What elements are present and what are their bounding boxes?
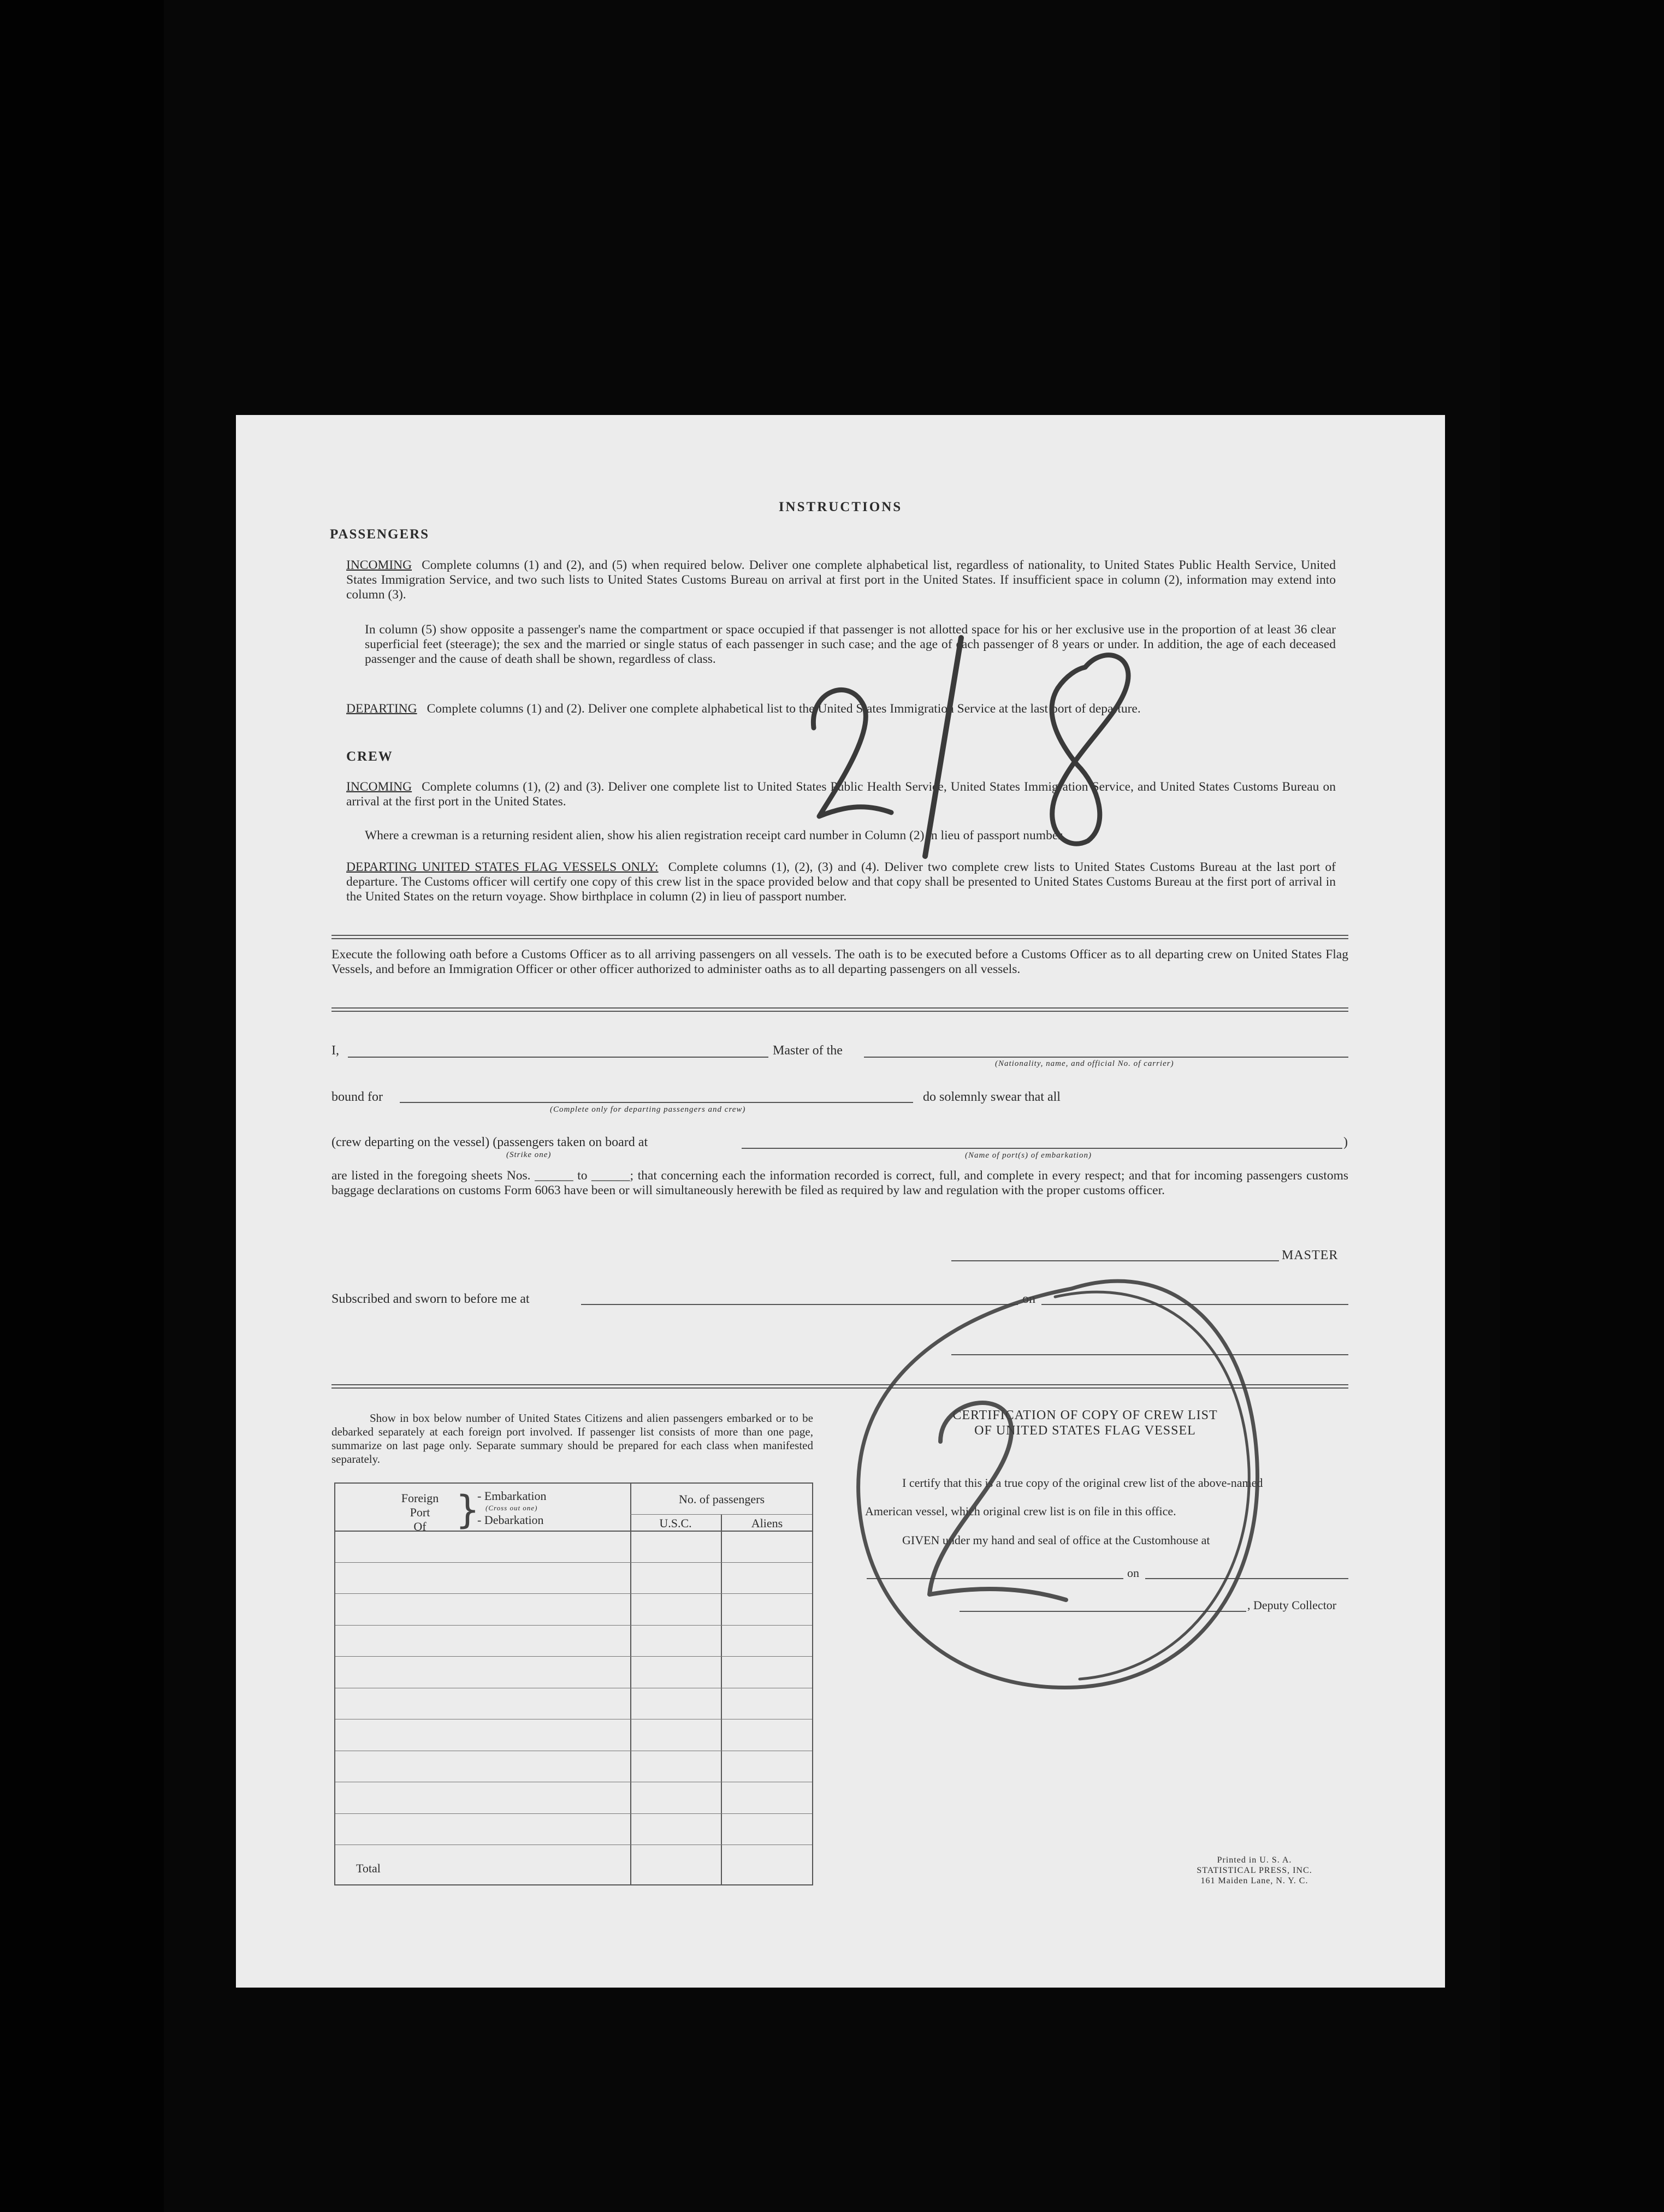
subscribed-place-field[interactable] bbox=[581, 1304, 1018, 1305]
bound-note: (Complete only for departing passengers and crew) bbox=[550, 1105, 746, 1114]
aliens-header: Aliens bbox=[751, 1516, 783, 1530]
deputy-collector-label: , Deputy Collector bbox=[1247, 1598, 1337, 1612]
bound-for-label: bound for bbox=[331, 1090, 383, 1104]
sheets-statement: are listed in the foregoing sheets Nos. ______ to ______; that concerning each the information recorded is correct, full, and complete in every respect; and that for incoming passengers customs baggage declarations on customs Form 6063 have been or will simultaneously herewith be filed as required by law and regulation with the proper customs officer. bbox=[331, 1169, 1348, 1197]
crew-incoming-label: INCOMING bbox=[346, 780, 412, 794]
subscribed-on-label: on bbox=[1022, 1292, 1035, 1306]
handwritten-digit-8-icon bbox=[1052, 655, 1128, 844]
master-signature-field[interactable] bbox=[951, 1260, 1279, 1261]
crew-incoming-text: Complete columns (1), (2) and (3). Deliver one complete list to United States Public Health Service, United States Immigration Service, and United States Customs Bureau on arrival at the first port in the United States. bbox=[346, 780, 1336, 809]
divider bbox=[331, 1007, 1348, 1012]
divider bbox=[331, 935, 1348, 939]
certification-title: CERTIFICATION OF COPY OF CREW LIST OF UNITED STATES FLAG VESSEL bbox=[952, 1408, 1218, 1438]
bound-for-field[interactable] bbox=[400, 1102, 913, 1103]
cross-out-note: (Cross out one) bbox=[485, 1504, 538, 1512]
debarkation-label: - Debarkation bbox=[477, 1513, 544, 1527]
passengers-departing-paragraph bbox=[346, 702, 1336, 716]
strike-one-note: (Strike one) bbox=[506, 1151, 552, 1159]
form-page bbox=[236, 415, 1445, 1988]
scan-border-left bbox=[0, 0, 164, 2212]
passengers-incoming-label: INCOMING bbox=[346, 558, 412, 572]
passengers-heading: PASSENGERS bbox=[330, 527, 430, 542]
foreign-port-label: Foreign Port Of bbox=[401, 1491, 439, 1533]
oath-instructions: Execute the following oath before a Customs Officer as to all arriving passengers on all vessels. The oath is to be executed before a Customs Officer as to all departing crew on United States Flag Vessels, and before an Immigration Officer or other officer authorized to administer oaths as to all departing passengers on all vessels. bbox=[331, 947, 1348, 976]
crew-heading: CREW bbox=[346, 749, 393, 764]
table-column-divider bbox=[630, 1484, 631, 1884]
crew-incoming-paragraph bbox=[346, 780, 1336, 809]
certification-on-label: on bbox=[1127, 1566, 1139, 1580]
table-row-divider bbox=[630, 1514, 812, 1515]
passengers-column5-paragraph: In column (5) show opposite a passenger's name the compartment or space occupied if that passenger is not allotted space for his or her exclusive use in the proportion of at least 36 clear superficial feet (steerage); the sex and the married or single status of each passenger in such case; and the age of each passenger of 8 years or under. In addition, the age of each deceased passenger and the cause of death shall be shown, regardless of class. bbox=[365, 622, 1336, 666]
subscribed-label: Subscribed and sworn to before me at bbox=[331, 1292, 530, 1306]
customhouse-field[interactable] bbox=[867, 1578, 1123, 1579]
close-paren: ) bbox=[1343, 1135, 1348, 1149]
summary-intro: Show in box below number of United States Citizens and alien passengers embarked or to be debarked separately at each foreign port involved. If passenger list consists of more than one page, summarize on last page only. Separate summary should be prepared for each class when manifested separately. bbox=[331, 1412, 813, 1466]
divider bbox=[331, 1384, 1348, 1389]
oath-i-label: I, bbox=[331, 1043, 339, 1058]
usc-header: U.S.C. bbox=[659, 1516, 692, 1530]
embarkation-label: - Embarkation bbox=[477, 1489, 547, 1503]
certification-given-text: GIVEN under my hand and seal of office at the Customhouse at bbox=[902, 1533, 1210, 1547]
brace-icon: } bbox=[455, 1487, 480, 1532]
crew-departing-label: DEPARTING UNITED STATES FLAG VESSELS ONLY: bbox=[346, 860, 659, 874]
swear-label: do solemnly swear that all bbox=[923, 1090, 1061, 1104]
master-name-field[interactable] bbox=[348, 1057, 768, 1058]
officer-signature-field[interactable] bbox=[951, 1354, 1348, 1355]
table-row bbox=[335, 1656, 812, 1657]
crew-departing-statement: (crew departing on the vessel) (passengers taken on board at bbox=[331, 1135, 648, 1149]
passengers-departing-label: DEPARTING bbox=[346, 702, 417, 716]
subscribed-date-field[interactable] bbox=[1041, 1304, 1348, 1305]
printer-imprint: Printed in U. S. A. STATISTICAL PRESS, INC. 161 Maiden Lane, N. Y. C. bbox=[1197, 1855, 1312, 1885]
certification-text-line2: American vessel, which original crew list is on file in this office. bbox=[865, 1504, 1176, 1518]
no-of-passengers-header: No. of passengers bbox=[678, 1492, 765, 1506]
ports-note: (Name of port(s) of embarkation) bbox=[965, 1151, 1092, 1160]
crew-departing-paragraph bbox=[346, 860, 1336, 904]
passengers-departing-text: Complete columns (1) and (2). Deliver one complete alphabetical list to the United States Immigration Service at the last port of departure. bbox=[427, 702, 1141, 716]
table-row bbox=[335, 1562, 812, 1563]
carrier-field[interactable] bbox=[864, 1057, 1348, 1058]
certification-text-line1: I certify that this is a true copy of the original crew list of the above-named bbox=[902, 1476, 1263, 1490]
passenger-summary-table bbox=[334, 1482, 813, 1885]
master-signature-label: MASTER bbox=[1282, 1248, 1339, 1262]
table-row bbox=[335, 1625, 812, 1626]
carrier-note: (Nationality, name, and official No. of carrier) bbox=[995, 1059, 1174, 1068]
table-row bbox=[335, 1813, 812, 1814]
scan-border-right bbox=[1500, 0, 1664, 2212]
master-of-label: Master of the bbox=[773, 1043, 843, 1058]
passengers-incoming-text: Complete columns (1) and (2), and (5) when required below. Deliver one complete alphabetical list, regardless of nationality, to United States Public Health Service, United States Immigration Service, and two such lists to United States Customs Bureau on arrival at first port in the United States. If insufficient space in column (2), information may extend into column (3). bbox=[346, 558, 1336, 602]
crew-resident-paragraph: Where a crewman is a returning resident alien, show his alien registration receipt card number in Column (2) in lieu of passport number. bbox=[365, 828, 1065, 843]
table-row bbox=[335, 1593, 812, 1594]
table-column-divider bbox=[721, 1514, 722, 1884]
embarkation-ports-field[interactable] bbox=[742, 1148, 1342, 1149]
certification-date-field[interactable] bbox=[1145, 1578, 1348, 1579]
crew-departing-text: Complete columns (1), (2), (3) and (4). Deliver two complete crew lists to United States Customs Bureau at the last port of departure. The Customs officer will certify one copy of this crew list in the space provided below and that copy shall be presented to United States Customs Bureau at the first port of arrival in the United States on the return voyage. Show birthplace in column (2) in lieu of passport number. bbox=[346, 860, 1336, 904]
total-label: Total bbox=[356, 1861, 381, 1875]
page-title: INSTRUCTIONS bbox=[778, 500, 903, 514]
deputy-collector-field[interactable] bbox=[960, 1611, 1246, 1612]
handwritten-digit-1-icon bbox=[925, 638, 961, 856]
passengers-incoming-paragraph bbox=[346, 558, 1336, 602]
